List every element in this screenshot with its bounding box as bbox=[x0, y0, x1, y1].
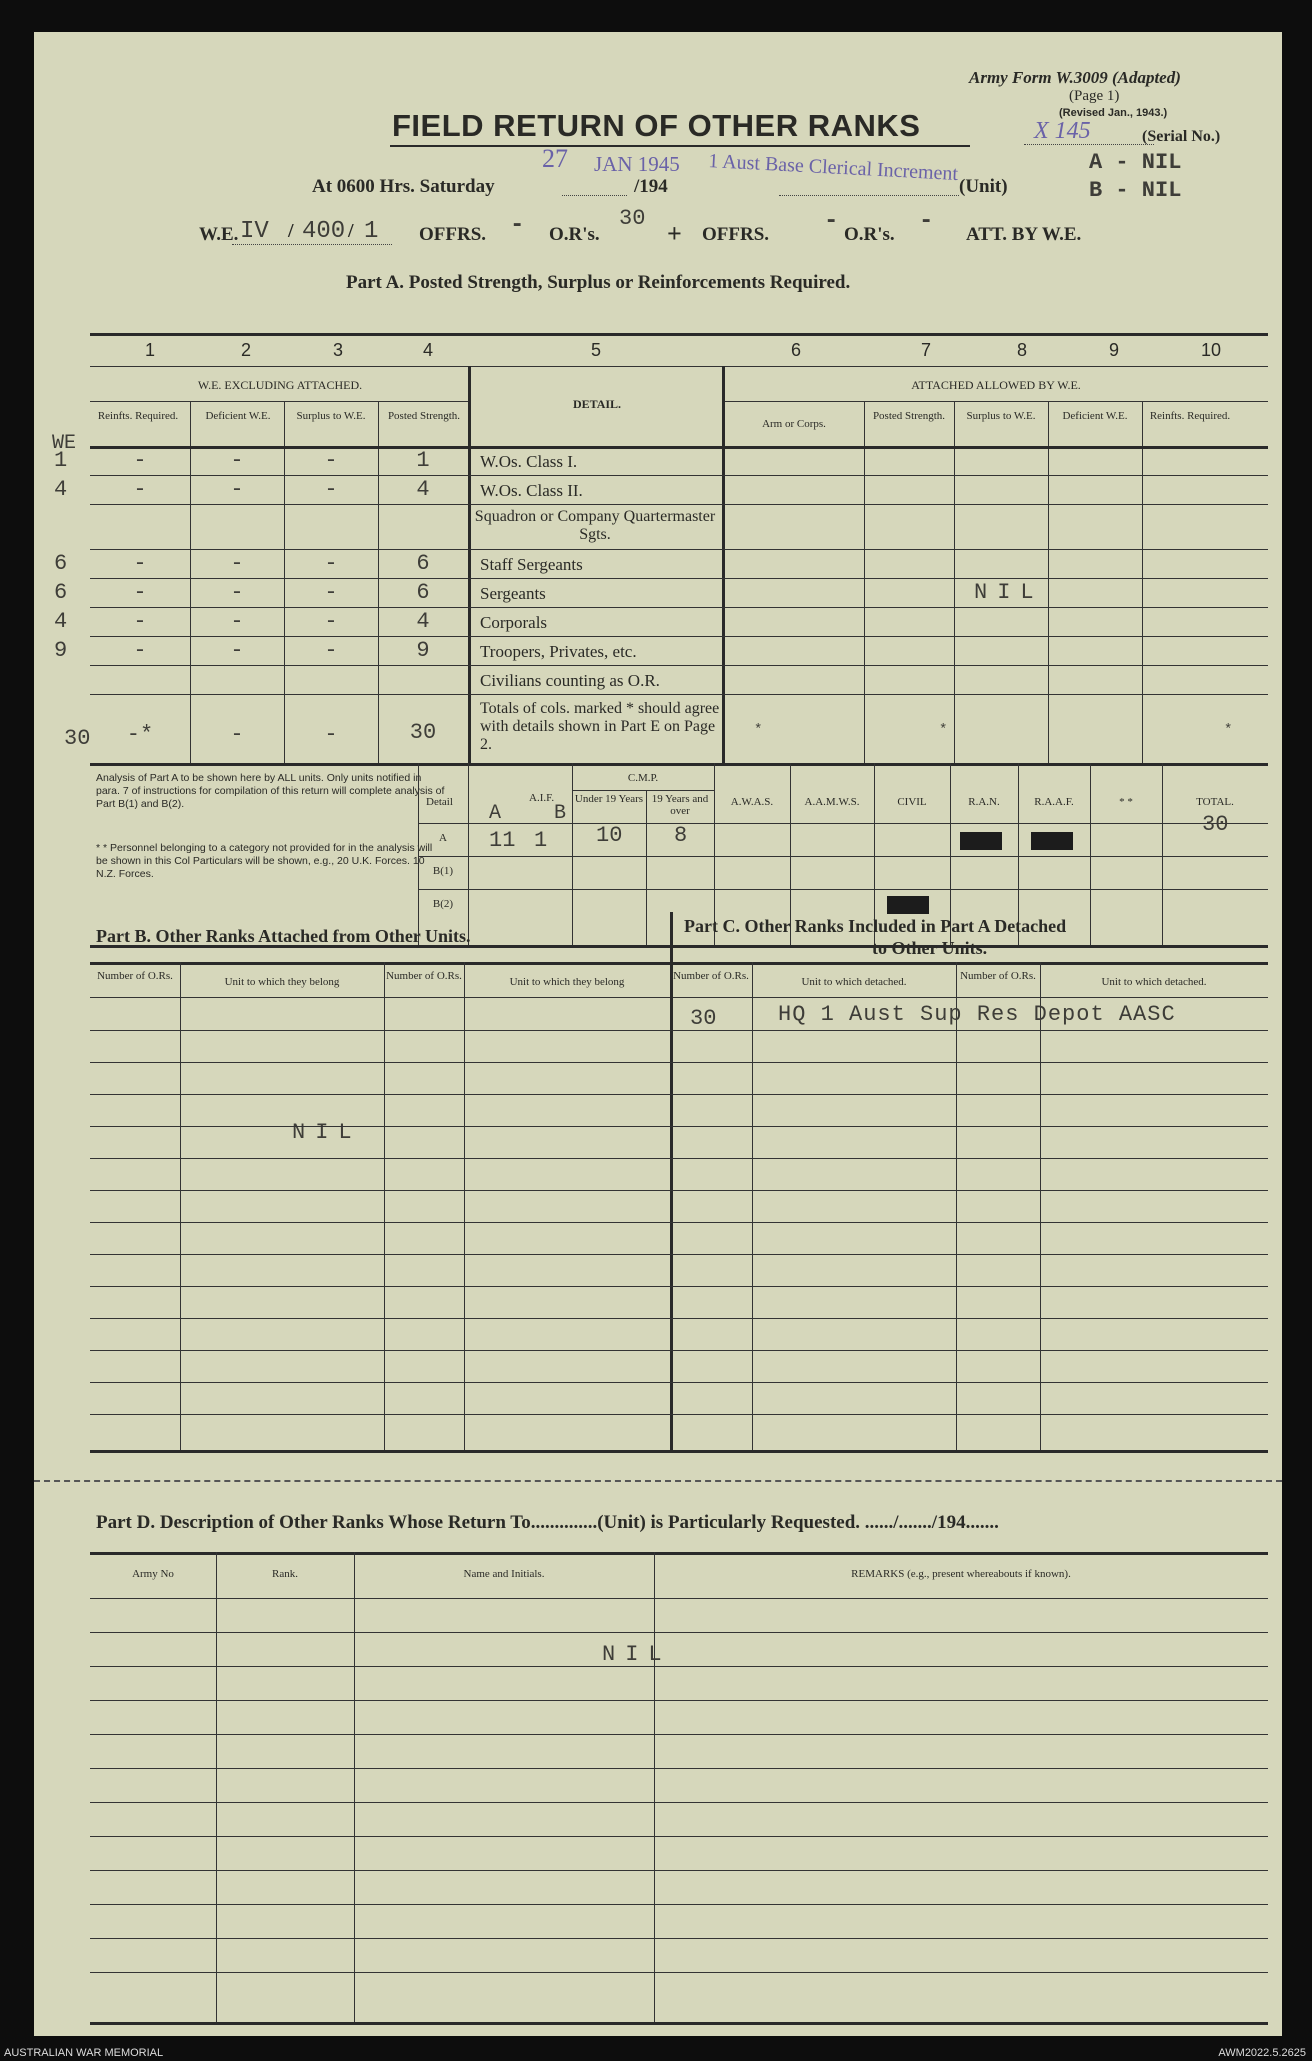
row-detail: Civilians counting as O.R. bbox=[480, 671, 660, 690]
c-entry-number: 30 bbox=[690, 1006, 717, 1031]
unit-label: (Unit) bbox=[959, 176, 1008, 197]
row-surplus-value: - bbox=[324, 477, 338, 502]
bc-rule bbox=[90, 1094, 1268, 1095]
we-label: W.E. bbox=[199, 224, 239, 245]
col-num-1: 1 bbox=[144, 340, 155, 360]
bc-rule bbox=[90, 1126, 1268, 1127]
we-margin: WE bbox=[52, 432, 77, 455]
row-rule-2 bbox=[90, 504, 1268, 505]
bc-rule bbox=[90, 1318, 1268, 1319]
col-num-2: 2 bbox=[240, 340, 251, 360]
we-slash-2: / bbox=[348, 220, 354, 242]
an-row-label-a: A bbox=[439, 832, 447, 844]
d-rule bbox=[90, 1870, 1268, 1871]
row-we-value: 6 bbox=[54, 580, 68, 605]
part-c-title-2: to Other Units. bbox=[872, 938, 988, 958]
hdr-reinfts: Reinfts. Required. bbox=[97, 410, 179, 422]
unit-stamp: 1 Aust Base Clerical Increment bbox=[707, 150, 959, 186]
totals-deficient-value: - bbox=[230, 722, 244, 747]
row-rule-7 bbox=[90, 665, 1268, 666]
d-hdr-rank: Rank. bbox=[272, 1568, 298, 1580]
we-dotline bbox=[232, 244, 392, 245]
we-value-3: 1 bbox=[364, 218, 379, 245]
redaction-ran bbox=[960, 832, 1002, 850]
bc-bottom-rule bbox=[90, 1450, 1268, 1453]
row-detail: Corporals bbox=[480, 613, 548, 632]
analysis-note-2: * * Personnel belonging to a category not provided for in the analysis will be shown in this Col Particulars will be shown, e.g., 20 U.K. Forces. 10 N.Z. Forces. bbox=[96, 842, 433, 880]
group-left-header: W.E. EXCLUDING ATTACHED. bbox=[197, 378, 363, 392]
row-deficient-value: - bbox=[230, 448, 244, 473]
an-hdr-under19: Under 19 Years bbox=[574, 793, 644, 805]
row-rule-3 bbox=[90, 549, 1268, 550]
d-rule bbox=[90, 1768, 1268, 1769]
bc-rule bbox=[90, 1414, 1268, 1415]
row-reinfts-value: - bbox=[133, 551, 147, 576]
col-num-5: 5 bbox=[590, 340, 601, 360]
d-rule bbox=[90, 1904, 1268, 1905]
redaction-civil bbox=[887, 896, 929, 914]
row-rule-totals bbox=[90, 763, 1268, 766]
col-num-7: 7 bbox=[920, 340, 931, 360]
part-d-header-rule bbox=[90, 1598, 1268, 1599]
row-detail: Staff Sergeants bbox=[480, 555, 583, 574]
d-rule bbox=[90, 1734, 1268, 1735]
row-surplus-value: - bbox=[324, 580, 338, 605]
year-label: /194 bbox=[634, 176, 668, 197]
row-rule-5 bbox=[90, 607, 1268, 608]
footer-right: AWM2022.5.2625 bbox=[1218, 2047, 1306, 2059]
form-page: (Page 1) bbox=[1069, 88, 1120, 104]
row-we-value: 1 bbox=[54, 448, 68, 473]
d-bottom-rule bbox=[90, 2022, 1268, 2025]
an-hdr-detail: Detail bbox=[426, 796, 453, 808]
row-surplus-value: - bbox=[324, 638, 338, 663]
an-hdr-over19: 19 Years and over bbox=[651, 793, 709, 817]
an-hdr-total: TOTAL. bbox=[1196, 796, 1234, 808]
row-surplus-value: - bbox=[324, 551, 338, 576]
totals-surplus-value: - bbox=[324, 722, 338, 747]
offrs-label: OFFRS. bbox=[419, 224, 487, 245]
detail-header: DETAIL. bbox=[572, 397, 622, 411]
date-dotline bbox=[562, 195, 627, 196]
c-vline-1 bbox=[752, 962, 753, 1450]
row-rule-8 bbox=[90, 694, 1268, 695]
perforation-line bbox=[34, 1480, 1282, 1482]
d-vline-2 bbox=[354, 1552, 355, 2022]
an-hdr-raaf: R.A.A.F. bbox=[1034, 796, 1074, 808]
b-hdr-unit-2: Unit to which they belong bbox=[509, 976, 625, 988]
row-surplus-value: - bbox=[324, 448, 338, 473]
row-reinfts-value: - bbox=[133, 580, 147, 605]
part-b-nil: NIL bbox=[292, 1120, 362, 1145]
b-hdr-unit-1: Unit to which they belong bbox=[224, 976, 340, 988]
row-deficient-value: - bbox=[230, 551, 244, 576]
an-vline-detail bbox=[418, 763, 419, 945]
vline-a6 bbox=[864, 401, 865, 763]
col-num-9: 9 bbox=[1108, 340, 1119, 360]
d-hdr-name: Name and Initials. bbox=[463, 1568, 545, 1580]
vline-a4 bbox=[468, 366, 471, 763]
row-posted-value: 4 bbox=[416, 477, 430, 502]
an-value-b: 1 bbox=[534, 828, 548, 853]
row-posted-value: 4 bbox=[416, 609, 430, 634]
we-value-2: 400 bbox=[302, 218, 346, 245]
an-value-total: 30 bbox=[1202, 812, 1229, 837]
c-hdr-number-1: Number of O.Rs. bbox=[673, 970, 749, 982]
vline-a8 bbox=[1048, 401, 1049, 763]
row-posted-value: 1 bbox=[416, 448, 430, 473]
part-b-title: Part B. Other Ranks Attached from Other Units. bbox=[96, 926, 471, 946]
title-underline bbox=[390, 145, 970, 147]
hdr-r-posted: Posted Strength. bbox=[872, 410, 946, 422]
form-revised: (Revised Jan., 1943.) bbox=[1059, 107, 1168, 119]
d-vline-3 bbox=[654, 1552, 655, 2022]
d-rule bbox=[90, 1666, 1268, 1667]
offrs-value: - bbox=[510, 212, 525, 239]
star-arm: * bbox=[754, 722, 763, 738]
an-hdr-awas: A.W.A.S. bbox=[730, 796, 774, 808]
part-d-top-rule bbox=[90, 1552, 1268, 1555]
row-detail: Sergeants bbox=[480, 584, 546, 603]
col-num-8: 8 bbox=[1016, 340, 1027, 360]
an-row-label-b1: B(1) bbox=[432, 865, 454, 877]
an-hdr-aamws: A.A.M.W.S. bbox=[804, 796, 860, 808]
form-sheet bbox=[34, 32, 1282, 2036]
row-posted-value: 9 bbox=[416, 638, 430, 663]
row-rule-4 bbox=[90, 578, 1268, 579]
an-hdr-ran: R.A.N. bbox=[968, 796, 1000, 808]
a-nil: A - NIL bbox=[1089, 150, 1182, 175]
an-hdr-civil: CIVIL bbox=[897, 796, 927, 808]
row-rule-6 bbox=[90, 636, 1268, 637]
parts-bc-divider bbox=[670, 912, 673, 1450]
d-rule bbox=[90, 1700, 1268, 1701]
ors2-label: O.R's. bbox=[844, 224, 895, 245]
c-entry-unit: HQ 1 Aust Sup Res Depot AASC bbox=[778, 1002, 1176, 1027]
date-day: 27 bbox=[542, 144, 568, 173]
row-detail: W.Os. Class I. bbox=[480, 452, 578, 471]
an-hdr-b: B bbox=[554, 802, 567, 825]
col-num-3: 3 bbox=[332, 340, 343, 360]
part-b-top-rule bbox=[90, 962, 702, 965]
part-d-nil: NIL bbox=[602, 1642, 672, 1667]
bc-rule bbox=[90, 1158, 1268, 1159]
star-reinfts: * bbox=[1224, 722, 1233, 738]
at-label: At 0600 Hrs. Saturday bbox=[312, 176, 495, 197]
row-reinfts-value: - bbox=[133, 609, 147, 634]
b-vline-1 bbox=[180, 962, 181, 1450]
d-rule bbox=[90, 1632, 1268, 1633]
row-we-value: 4 bbox=[54, 609, 68, 634]
an-value-under19: 10 bbox=[596, 823, 623, 848]
hdr-arm: Arm or Corps. bbox=[762, 418, 826, 430]
bc-rule bbox=[90, 1382, 1268, 1383]
col-num-4: 4 bbox=[422, 340, 433, 360]
unit-dotline bbox=[779, 195, 959, 196]
an-vline-a bbox=[468, 763, 469, 945]
b-vline-3 bbox=[464, 962, 465, 1450]
bc-rule bbox=[90, 1190, 1268, 1191]
hdr-r-deficient: Deficient W.E. bbox=[1062, 410, 1128, 422]
bc-rule bbox=[90, 1222, 1268, 1223]
col-num-10: 10 bbox=[1200, 340, 1222, 360]
totals-posted-value: 30 bbox=[409, 720, 437, 745]
part-a-top-rule bbox=[90, 333, 1268, 336]
c-hdr-number-2: Number of O.Rs. bbox=[960, 970, 1036, 982]
hdr-r-surplus: Surplus to W.E. bbox=[966, 410, 1036, 422]
redaction-raaf bbox=[1031, 832, 1073, 850]
an-value-a: 11 bbox=[489, 828, 516, 853]
d-rule bbox=[90, 1802, 1268, 1803]
an-hdr-a: A bbox=[489, 802, 502, 825]
ors-label: O.R's. bbox=[549, 224, 600, 245]
star-posted: * bbox=[939, 722, 948, 738]
row-detail: W.Os. Class II. bbox=[480, 481, 583, 500]
c-hdr-unit-1: Unit to which detached. bbox=[801, 976, 907, 988]
an-row-rule-b1 bbox=[418, 889, 1268, 890]
offrs2-label: OFFRS. bbox=[702, 224, 770, 245]
row-surplus-value: - bbox=[324, 609, 338, 634]
c-vline-3 bbox=[1040, 962, 1041, 1450]
date-stamp: JAN 1945 bbox=[594, 152, 680, 176]
vline-a9 bbox=[1142, 401, 1143, 763]
totals-detail: Totals of cols. marked * should agree with details shown in Part E on Page 2. bbox=[480, 700, 720, 753]
d-rule bbox=[90, 1972, 1268, 1973]
group-left-rule bbox=[90, 401, 470, 402]
row-we-value: 4 bbox=[54, 477, 68, 502]
c-vline-2 bbox=[956, 962, 957, 1450]
an-vline-total bbox=[1162, 763, 1163, 945]
serial-number: X 145 bbox=[1034, 118, 1091, 144]
vline-a5 bbox=[722, 366, 725, 763]
we-value-1: IV bbox=[240, 218, 269, 245]
d-rule bbox=[90, 1938, 1268, 1939]
row-we-value: 6 bbox=[54, 551, 68, 576]
offrs2-value: - bbox=[824, 208, 839, 235]
att-label: ATT. BY W.E. bbox=[966, 224, 1082, 245]
row-posted-value: 6 bbox=[416, 551, 430, 576]
an-cmp-rule bbox=[572, 790, 714, 791]
row-deficient-value: - bbox=[230, 477, 244, 502]
row-deficient-value: - bbox=[230, 638, 244, 663]
b-hdr-number-2: Number of O.Rs. bbox=[386, 970, 462, 982]
row-we-value: 9 bbox=[54, 638, 68, 663]
part-c-top-rule bbox=[670, 962, 1268, 965]
group-right-rule bbox=[724, 401, 1268, 402]
plus-sign: + bbox=[667, 219, 682, 248]
ors2-value: - bbox=[919, 208, 934, 235]
b-hdr-number-1: Number of O.Rs. bbox=[97, 970, 173, 982]
serial-dotline bbox=[1024, 144, 1154, 145]
row-deficient-value: - bbox=[230, 580, 244, 605]
d-rule bbox=[90, 1836, 1268, 1837]
we-slash-1: / bbox=[288, 220, 294, 242]
row-reinfts-value: - bbox=[133, 448, 147, 473]
bc-rule bbox=[90, 1062, 1268, 1063]
part-c-title-1: Part C. Other Ranks Included in Part A Detached bbox=[684, 916, 1067, 936]
bc-rule bbox=[90, 1254, 1268, 1255]
ors-value: 30 bbox=[619, 206, 646, 231]
totals-reinfts-value: -* bbox=[126, 722, 154, 747]
bc-rule bbox=[90, 1350, 1268, 1351]
hdr-r-reinfts: Reinfts. Required. bbox=[1149, 410, 1231, 422]
an-vline-star bbox=[1090, 763, 1091, 945]
an-hdr-star: * * bbox=[1119, 796, 1133, 808]
parts-bc-header-rule bbox=[90, 997, 1268, 998]
row-rule-1 bbox=[90, 475, 1268, 476]
b-nil: B - NIL bbox=[1089, 178, 1182, 203]
bc-rule bbox=[90, 1286, 1268, 1287]
analysis-note-1: Analysis of Part A to be shown here by ALL units. Only units notified in para. 7 of instructions for compilation of this return will complete analysis of Part B(1) and B(2). bbox=[96, 772, 445, 810]
an-hdr-cmp: C.M.P. bbox=[627, 772, 659, 784]
page-title: FIELD RETURN OF OTHER RANKS bbox=[392, 108, 921, 143]
d-vline-1 bbox=[216, 1552, 217, 2022]
row-detail: Troopers, Privates, etc. bbox=[480, 642, 637, 661]
c-hdr-unit-2: Unit to which detached. bbox=[1101, 976, 1207, 988]
an-row-label-b2: B(2) bbox=[432, 898, 454, 910]
bc-rule bbox=[90, 1030, 1268, 1031]
footer-left: AUSTRALIAN WAR MEMORIAL bbox=[4, 2047, 164, 2059]
row-deficient-value: - bbox=[230, 609, 244, 634]
col-num-6: 6 bbox=[790, 340, 801, 360]
row-posted-value: 6 bbox=[416, 580, 430, 605]
an-header-rule bbox=[418, 823, 1268, 824]
an-row-rule-a bbox=[418, 856, 1268, 857]
row-reinfts-value: - bbox=[133, 477, 147, 502]
part-a-title: Part A. Posted Strength, Surplus or Reinforcements Required. bbox=[346, 272, 851, 293]
form-code: Army Form W.3009 (Adapted) bbox=[969, 68, 1181, 87]
attached-nil: NIL bbox=[974, 580, 1044, 605]
row-reinfts-value: - bbox=[133, 638, 147, 663]
hdr-deficient: Deficient W.E. bbox=[205, 410, 271, 422]
hdr-surplus: Surplus to W.E. bbox=[296, 410, 366, 422]
vline-a7 bbox=[954, 401, 955, 763]
an-vline-cmp bbox=[646, 790, 647, 945]
an-value-over19: 8 bbox=[674, 823, 688, 848]
serial-label: (Serial No.) bbox=[1142, 128, 1221, 145]
hdr-posted: Posted Strength. bbox=[387, 410, 461, 422]
b-vline-2 bbox=[384, 962, 385, 1450]
part-a-colnum-rule bbox=[90, 366, 1268, 367]
part-d-title: Part D. Description of Other Ranks Whose Return To..............(Unit) is Particularly Requested. ....../......./194....... bbox=[96, 1512, 999, 1533]
d-hdr-remarks: REMARKS (e.g., present whereabouts if known). bbox=[851, 1568, 1071, 1580]
row-detail: Squadron or Company Quartermaster Sgts. bbox=[474, 508, 716, 543]
totals-we-value: 30 bbox=[64, 726, 91, 751]
d-hdr-army-no: Army No bbox=[132, 1568, 174, 1580]
an-hdr-aif: A.I.F. bbox=[529, 792, 555, 804]
group-right-header: ATTACHED ALLOWED BY W.E. bbox=[911, 378, 1081, 392]
